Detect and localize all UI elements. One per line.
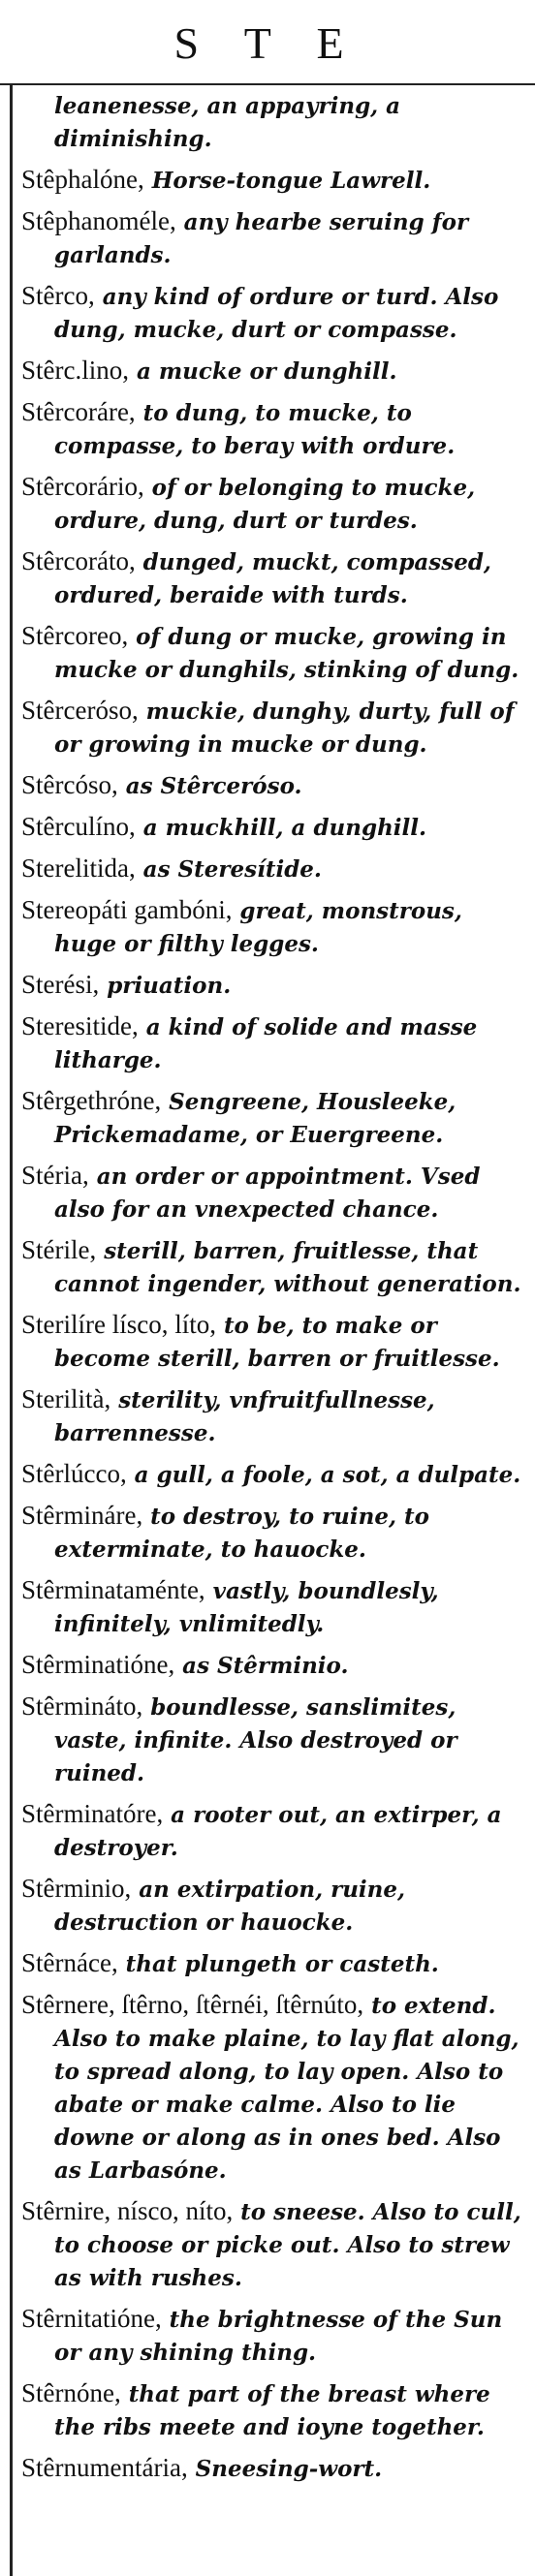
dictionary-entry: [21, 1989, 525, 2187]
headword: Stêrmináre,: [21, 1501, 143, 1530]
column-rule: [10, 85, 13, 2576]
definition: of dung or mucke, growing in mucke or dunghils, stinking of dung.: [54, 624, 519, 683]
dictionary-entry: [21, 853, 525, 885]
dictionary-entry: [21, 1458, 525, 1491]
definition: any kind of ordure or turd. Also dung, mucke, durt or compasse.: [54, 284, 499, 343]
running-head: S T E: [173, 18, 362, 68]
dictionary-entry: [21, 396, 525, 462]
headword: Stêrnóne,: [21, 2378, 121, 2407]
headword: Stêrnáce,: [21, 1948, 118, 1977]
dictionary-entry: [21, 1873, 525, 1939]
headword: Stêrminatióne,: [21, 1650, 175, 1679]
definition: as Steresítide.: [142, 856, 322, 883]
headword: Stêrnire, nísco, níto,: [21, 2196, 234, 2225]
definition: that plungeth or casteth.: [125, 1951, 439, 1977]
headword: Stêrcoráre,: [21, 397, 136, 426]
dictionary-entry: [21, 1160, 525, 1226]
headword: Stêrceróso,: [21, 696, 139, 725]
entry-list: [21, 89, 525, 2494]
definition: boundlesse, sanslimites, vaste, infinite. Also destroyed or ruined.: [54, 1694, 457, 1786]
headword: Stêphanoméle,: [21, 206, 176, 235]
headword: Stêrlúcco,: [21, 1459, 127, 1488]
dictionary-entry: [21, 355, 525, 388]
definition: the brightnesse of the Sun or any shining thing.: [54, 2307, 503, 2366]
definition: a muckhill, a dunghill.: [142, 815, 427, 841]
headword: Stêrgethróne,: [21, 1086, 162, 1115]
definition: sterill, barren, fruitlesse, that cannot ingender, without generation.: [54, 1238, 521, 1297]
definition: sterility, vnfruitfullnesse, barrennesse.: [54, 1387, 435, 1446]
dictionary-entry: [21, 1574, 525, 1640]
dictionary-entry: [21, 280, 525, 346]
dictionary-entry: [21, 894, 525, 960]
headword: Stêrminio,: [21, 1874, 132, 1903]
definition: vastly, boundlesly, infinitely, vnlimitedly.: [54, 1578, 439, 1637]
dictionary-entry: [21, 620, 525, 686]
definition: priuation.: [107, 973, 232, 999]
definition: great, monstrous, huge or filthy legges.: [54, 898, 462, 957]
headword: Stéria,: [21, 1161, 89, 1190]
definition: Sneesing-wort.: [195, 2456, 383, 2482]
headword: Stêrnere, ſtêrno, ſtêrnéi, ſtêrnúto,: [21, 1990, 364, 2019]
headword: Stêrcoráto,: [21, 546, 136, 575]
definition: leanenesse, an appayring, a diminishing.: [54, 93, 401, 152]
headword: Stêrculíno,: [21, 812, 136, 841]
definition: muckie, dunghy, durty, full of or growing in mucke or dung.: [54, 698, 515, 758]
dictionary-entry: [21, 1691, 525, 1789]
definition: a mucke or dunghill.: [136, 358, 397, 385]
headword: Stêrminatóre,: [21, 1799, 164, 1828]
dictionary-entry: [21, 89, 525, 155]
dictionary-entry: [21, 2195, 525, 2294]
definition: as Stêrceróso.: [125, 773, 302, 799]
definition: to dung, to mucke, to compasse, to beray with ordure.: [54, 400, 456, 459]
definition: to extend. Also to make plaine, to lay flat along, to spread along, to lay open. Also to abate or make calme. Also to lie downe or along as in ones bed. Also as Larbasóne.: [54, 1993, 519, 2184]
headword: Stêrcóso,: [21, 770, 118, 799]
headword: Stêrminataménte,: [21, 1575, 205, 1604]
definition: a gull, a foole, a sot, a dulpate.: [134, 1462, 521, 1488]
dictionary-entry: [21, 1649, 525, 1682]
dictionary-entry: [21, 811, 525, 844]
definition: Sengreene, Housleeke, Prickemadame, or Euergreene.: [54, 1089, 456, 1148]
dictionary-entry: [21, 695, 525, 760]
dictionary-entry: [21, 1947, 525, 1980]
headword: Stérile,: [21, 1235, 97, 1264]
headword: Stêrco,: [21, 281, 95, 310]
dictionary-entry: [21, 1798, 525, 1864]
page-header: [0, 0, 535, 85]
headword: Sterelitida,: [21, 853, 136, 883]
dictionary-column: [0, 85, 535, 2576]
definition: as Stêrminio.: [182, 1653, 349, 1679]
dictionary-entry: [21, 769, 525, 802]
dictionary-entry: [21, 1500, 525, 1566]
definition: a rooter out, an extirper, a destroyer.: [54, 1802, 502, 1861]
dictionary-entry: [21, 1234, 525, 1300]
dictionary-entry: [21, 2303, 525, 2369]
dictionary-entry: [21, 2452, 525, 2485]
definition: to be, to make or become sterill, barren or fruitlesse.: [54, 1313, 500, 1372]
definition: an order or appointment. Vsed also for an vnexpected chance.: [54, 1164, 481, 1223]
headword: Steresitide,: [21, 1011, 139, 1040]
headword: Stêphalóne,: [21, 165, 144, 194]
definition: Horse-tongue Lawrell.: [151, 168, 431, 194]
definition: a kind of solide and masse litharge.: [54, 1014, 478, 1073]
dictionary-entry: [21, 471, 525, 537]
definition: any hearbe seruing for garlands.: [54, 209, 469, 268]
headword: Sterési,: [21, 970, 100, 999]
headword: Stêrnitatióne,: [21, 2304, 162, 2333]
headword: Sterilità,: [21, 1384, 111, 1413]
dictionary-entry: [21, 1383, 525, 1449]
definition: that part of the breast where the ribs meete and ioyne together.: [54, 2381, 490, 2440]
headword: Sterilíre lísco, líto,: [21, 1310, 216, 1339]
definition: to destroy, to ruine, to exterminate, to hauocke.: [54, 1504, 429, 1563]
dictionary-entry: [21, 1085, 525, 1151]
headword: Stereopáti gambóni,: [21, 895, 233, 924]
dictionary-entry: [21, 1010, 525, 1076]
dictionary-entry: [21, 1309, 525, 1375]
dictionary-entry: [21, 205, 525, 271]
definition: dunged, muckt, compassed, ordured, beraide with turds.: [54, 549, 491, 608]
headword: Stêrnumentária,: [21, 2453, 188, 2482]
dictionary-entry: [21, 545, 525, 611]
definition: an extirpation, ruine, destruction or hauocke.: [54, 1877, 406, 1936]
headword: Stêrcorário,: [21, 472, 144, 501]
dictionary-entry: [21, 2377, 525, 2443]
headword: Stêrmináto,: [21, 1691, 143, 1721]
definition: to sneese. Also to cull, to choose or picke out. Also to strew as with rushes.: [54, 2199, 521, 2291]
headword: Stêrc.lino,: [21, 356, 129, 385]
definition: of or belonging to mucke, ordure, dung, durt or turdes.: [54, 475, 476, 534]
headword: Stêrcoreo,: [21, 621, 129, 650]
dictionary-entry: [21, 969, 525, 1002]
dictionary-entry: [21, 164, 525, 197]
